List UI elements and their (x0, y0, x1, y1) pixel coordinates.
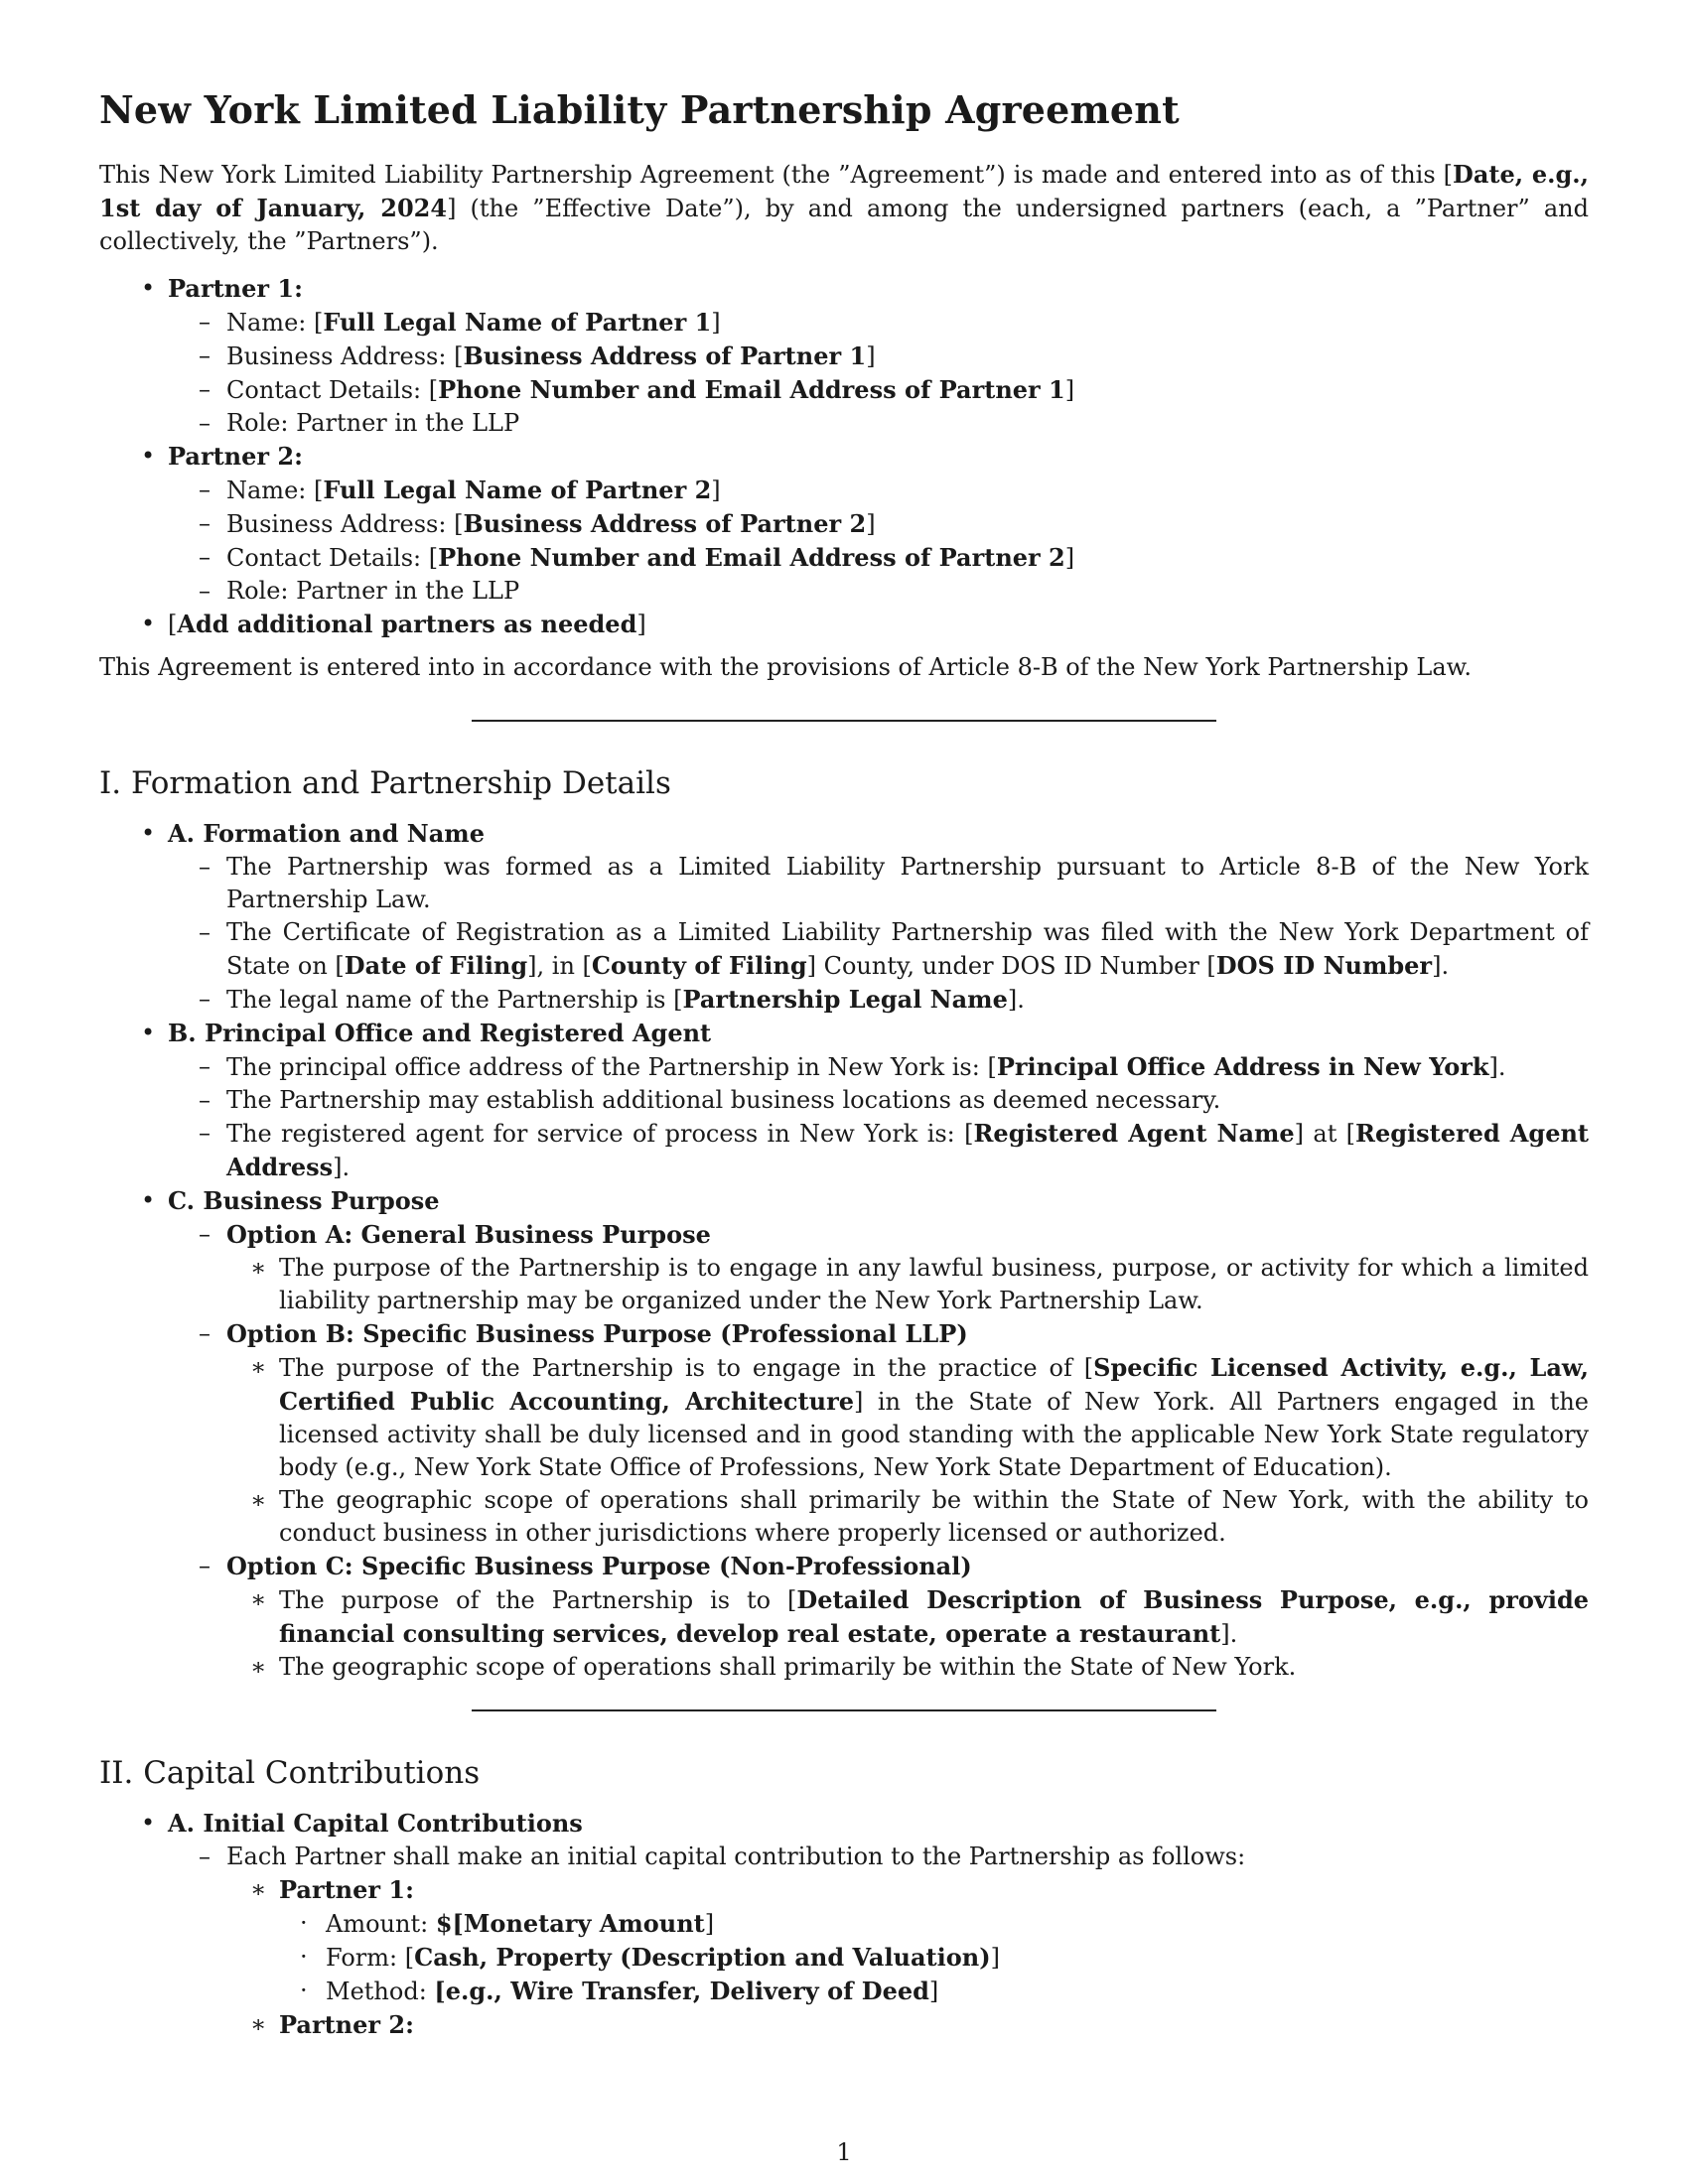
list-item: · Form: [Cash, Property (Description and Valuation)] (300, 1943, 1000, 1972)
section-2-heading: II. Capital Contributions (99, 1755, 481, 1791)
article-note: This Agreement is entered into in accordance with the provisions of Article 8-B of the New York Partnership Law. (99, 653, 1472, 681)
list-item: – Each Partner shall make an initial capital contribution to the Partnership as follows: ∗ Partner 1: · Amount: $[Monetary Amount] · Form: [Cash, Property (Description and Valuation)] · Method: [e.g., Wire Transfer, Delivery of Deed] ∗ Partner 2: (99, 1841, 1589, 2042)
section-2-list (99, 1807, 1589, 2042)
list-item: – Name: [Full Legal Name of Partner 2] (199, 476, 721, 504)
list-item: – The registered agent for service of process in New York is: [Registered Agent Name] at [Registered Agent Address]. (199, 1119, 1590, 1181)
add-partners-note: Add additional partners as needed (177, 610, 637, 638)
list-item: ∗ Partner 1: · Amount: $[Monetary Amount] · Form: [Cash, Property (Description and Valuation)] · Method: [e.g., Wire Transfer, Delivery of Deed] (99, 1873, 1589, 2008)
list-item: – Business Address: [Business Address of Partner 1] (199, 341, 876, 370)
list-item: • B. Principal Office and Registered Agent – The principal office address of the Partnership in New York is: [Principal Office Address in New York]. – The Partnership may establish additional business locations as deemed necessary. – The registered agent for service of process in New York is: [Registered Agent Name] at [Registered Agent Address]. (99, 1017, 1589, 1184)
list-item: • Partner 1: – Name: [Full Legal Name of Partner 1] – Business Address: [Business Address of Partner 1] – Contact Details: [Phone Number and Email Address of Partner 1] – Role: Partner in the LLP (99, 272, 1589, 440)
list-item: • A. Formation and Name – The Partnership was formed as a Limited Liability Partnership pursuant to Article 8-B of the New York Partnership Law. – The Certificate of Registration as a Limited Liability Partnership was filed with the New York Department of State on [Date of Filing], in [County of Filing] County, under DOS ID Number [DOS ID Number]. – The legal name of the Partnership is [Partnership Legal Name]. (99, 817, 1589, 1017)
partner-list (99, 272, 1589, 641)
list-item: • C. Business Purpose – Option A: General Business Purpose ∗ The purpose of the Partnership is to engage in any lawful business, purpose, or activity for which a limited liability partnership may be organized under the New York Partnership Law. – Option B: Specific Business Purpose (Professional LLP) ∗ The purpose of the Partnership is to engage in the practice of [Specific Licensed Activity, e.g., Law, Certified Public Accounting, Architecture] in the State of New York. All Partners engaged in the licensed activity shall be duly licensed and in good standing with the applicable New York State regulatory body (e.g., New York State Office of Professions, New York State Department of Education). ∗ The geographic scope of operations shall primarily be within the State of New York, with the ability to conduct business in other jurisdictions where properly licensed or authorized. – Option C: Specific Business Purpose (Non-Professional) ∗ The purpose of the Partnership is to [Detailed Description of Business Purpose, e.g., provide financial consulting services, develop real estate, operate a restaurant]. ∗ The geographic scope of operations shall primarily be within the State of New York. (99, 1184, 1589, 1684)
list-item: – Role: Partner in the LLP (199, 409, 520, 437)
list-item: – Business Address: [Business Address of Partner 2] (199, 509, 876, 538)
section-divider (472, 1709, 1216, 1711)
list-item: • Partner 2: – Name: [Full Legal Name of Partner 2] – Business Address: [Business Address of Partner 2] – Contact Details: [Phone Number and Email Address of Partner 2] – Role: Partner in the LLP (99, 440, 1589, 608)
list-item: ∗ The purpose of the Partnership is to [Detailed Description of Business Purpose, e.g., provide financial consulting services, develop real estate, operate a restaurant]. (250, 1585, 1589, 1648)
list-item: – Option B: Specific Business Purpose (Professional LLP) ∗ The purpose of the Partnership is to engage in the practice of [Specific Licensed Activity, e.g., Law, Certified Public Accounting, Architecture] in the State of New York. All Partners engaged in the licensed activity shall be duly licensed and in good standing with the applicable New York State regulatory body (e.g., New York State Office of Professions, New York State Department of Education). ∗ The geographic scope of operations shall primarily be within the State of New York, with the ability to conduct business in other jurisdictions where properly licensed or authorized. (99, 1317, 1589, 1550)
list-item: – Role: Partner in the LLP (199, 577, 520, 605)
document-page (99, 87, 1589, 2052)
list-item: • A. Initial Capital Contributions – Each Partner shall make an initial capital contribution to the Partnership as follows: ∗ Partner 1: · Amount: $[Monetary Amount] · Form: [Cash, Property (Description and Valuation)] · Method: [e.g., Wire Transfer, Delivery of Deed] ∗ Partner 2: (99, 1807, 1589, 2042)
list-item: • [Add additional partners as needed] (141, 610, 646, 638)
section-1-heading: I. Formation and Partnership Details (99, 765, 671, 801)
intro-paragraph: This New York Limited Liability Partnership Agreement (the ”Agreement”) is made and entered into as of this [Date, e.g., 1st day of January, 2024] (the ”Effective Date”), by and among the undersigned partners (each, a ”Partner” and collectively, the ”Partners”). (99, 160, 1590, 255)
list-item: – The Partnership may establish additional business locations as deemed necessary. (199, 1086, 1221, 1114)
list-item: ∗ The geographic scope of operations shall primarily be within the State of New York. (250, 1653, 1297, 1681)
list-item: – Contact Details: [Phone Number and Email Address of Partner 2] (199, 543, 1075, 572)
list-item: – Name: [Full Legal Name of Partner 1] (199, 308, 721, 337)
list-item: – Option A: General Business Purpose ∗ The purpose of the Partnership is to engage in any lawful business, purpose, or activity for which a limited liability partnership may be organized under the New York Partnership Law. (99, 1218, 1589, 1317)
list-item: · Method: [e.g., Wire Transfer, Delivery of Deed] (300, 1977, 939, 2005)
list-item: – Option C: Specific Business Purpose (Non-Professional) ∗ The purpose of the Partnership is to [Detailed Description of Business Purpose, e.g., provide financial consulting services, develop real estate, operate a restaurant]. ∗ The geographic scope of operations shall primarily be within the State of New York. (99, 1550, 1589, 1684)
document-title: New York Limited Liability Partnership Agreement (99, 87, 1180, 132)
list-item: – The Certificate of Registration as a Limited Liability Partnership was filed with the New York Department of State on [Date of Filing], in [County of Filing] County, under DOS ID Number [DOS ID Number]. (199, 918, 1589, 980)
partner-1-heading: Partner 1: (168, 274, 303, 303)
list-item: – The legal name of the Partnership is [Partnership Legal Name]. (199, 985, 1025, 1014)
list-item: – The principal office address of the Partnership in New York is: [Principal Office Address in New York]. (199, 1052, 1506, 1081)
list-item: – The Partnership was formed as a Limited Liability Partnership pursuant to Article 8-B of the New York Partnership Law. (199, 853, 1589, 913)
list-item: · Amount: $[Monetary Amount] (300, 1909, 715, 1938)
list-item: – Contact Details: [Phone Number and Email Address of Partner 1] (199, 375, 1075, 404)
list-item: ∗ The purpose of the Partnership is to engage in any lawful business, purpose, or activity for which a limited liability partnership may be organized under the New York Partnership Law. (250, 1254, 1589, 1314)
section-1-list (99, 817, 1589, 1684)
section-divider (472, 720, 1216, 722)
list-item: ∗ Partner 2: (250, 2010, 414, 2039)
list-item: ∗ The purpose of the Partnership is to engage in the practice of [Specific Licensed Activity, e.g., Law, Certified Public Accounting, Architecture] in the State of New York. All Partners engaged in the licensed activity shall be duly licensed and in good standing with the applicable New York State regulatory body (e.g., New York State Office of Professions, New York State Department of Education). (250, 1353, 1590, 1481)
partner-2-heading: Partner 2: (168, 442, 303, 471)
page-number: 1 (836, 2138, 852, 2166)
list-item: ∗ The geographic scope of operations shall primarily be within the State of New York, with the ability to conduct business in other jurisdictions where properly licensed or authorized. (250, 1486, 1589, 1547)
